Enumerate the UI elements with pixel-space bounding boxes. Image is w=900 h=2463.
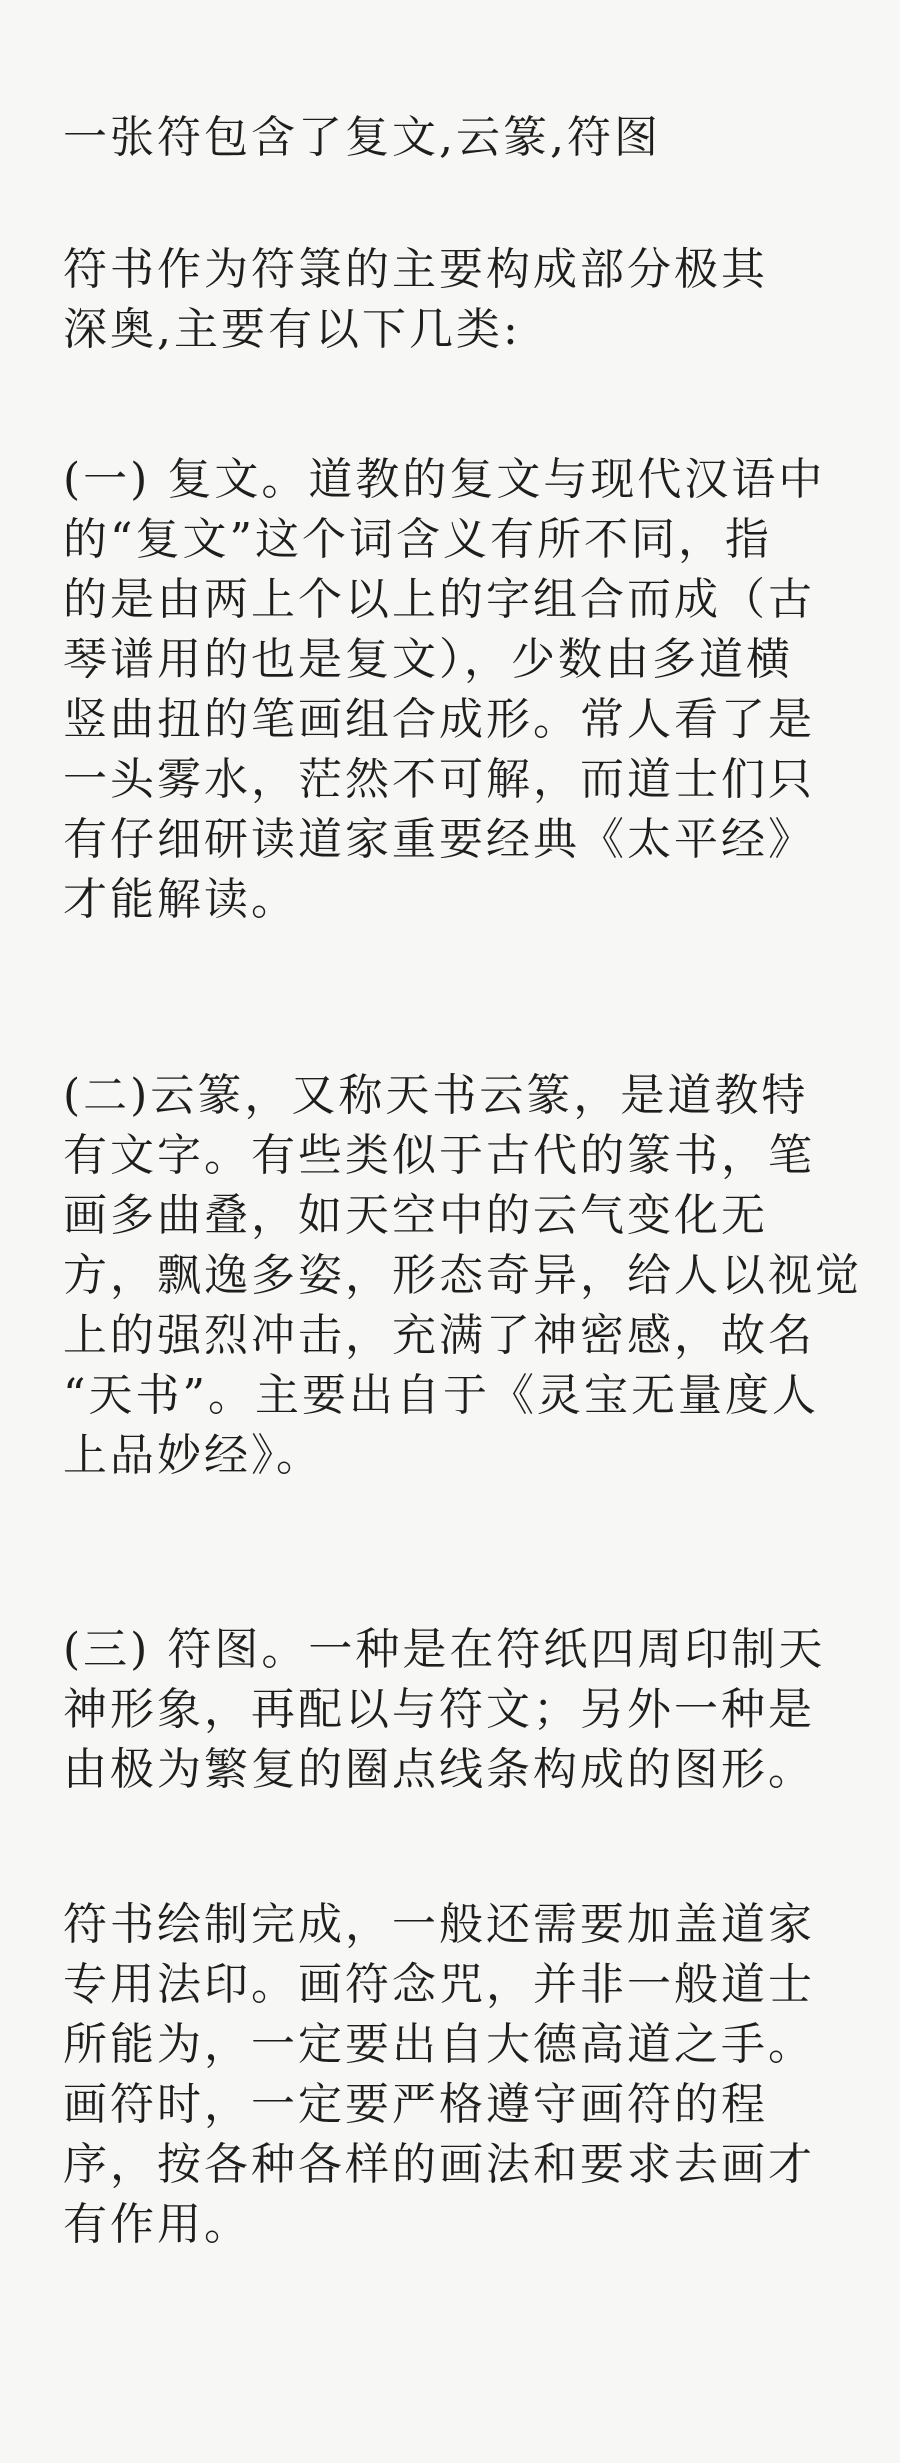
- text-line: 一头雾水，茫然不可解，而道士们只: [63, 754, 815, 805]
- paragraph-overview: [63, 240, 768, 360]
- paragraph-fuwen: [63, 450, 825, 930]
- paragraph-futu: [63, 1620, 825, 1800]
- text-line: 画符时，一定要严格遵守画符的程: [63, 2079, 768, 2130]
- text-line: 有文字。有些类似于古代的篆书，笔: [63, 1130, 815, 1181]
- text-line: 的是由两上个以上的字组合而成（古: [63, 574, 815, 625]
- paragraph-conclusion: [63, 1895, 815, 2255]
- text-line: 有仔细研读道家重要经典《太平经》: [63, 814, 815, 865]
- text-line: 神形象，再配以与符文；另外一种是: [63, 1684, 815, 1735]
- text-line: 才能解读。: [63, 874, 298, 925]
- text-line: 序，按各种各样的画法和要求去画才: [63, 2139, 815, 2190]
- text-line: 画多曲叠，如天空中的云气变化无: [63, 1190, 768, 1241]
- text-line: 符书作为符箓的主要构成部分极其: [63, 244, 768, 295]
- text-line: 深奥,主要有以下几类:: [63, 304, 521, 355]
- paragraph-yunzhuan: [63, 1066, 862, 1486]
- text-line: 方，飘逸多姿，形态奇异，给人以视觉: [63, 1250, 862, 1301]
- text-line: (二)云篆，又称天书云篆，是道教特: [63, 1070, 809, 1121]
- text-line: 上的强烈冲击，充满了神密感，故名: [63, 1310, 815, 1361]
- text-line: 上品妙经》。: [63, 1430, 323, 1481]
- text-line: 一张符包含了复文,云篆,符图: [63, 112, 661, 163]
- text-line: 由极为繁复的圈点线条构成的图形。: [63, 1744, 815, 1795]
- text-line: 专用法印。画符念咒，并非一般道士: [63, 1959, 815, 2010]
- text-line: 符书绘制完成，一般还需要加盖道家: [63, 1899, 815, 1950]
- text-line: 有作用。: [63, 2199, 251, 2250]
- text-line: “天书”。主要出自于《灵宝无量度人: [63, 1370, 819, 1421]
- text-line: 琴谱用的也是复文），少数由多道横: [63, 634, 793, 685]
- text-line: 的“复文”这个词含义有所不同，指: [63, 514, 772, 565]
- text-line: 所能为，一定要出自大德高道之手。: [63, 2019, 815, 2070]
- paragraph-intro: [63, 108, 661, 168]
- text-line: (三) 符图。一种是在符纸四周印制天: [63, 1624, 826, 1675]
- text-line: (一) 复文。道教的复文与现代汉语中: [63, 454, 826, 505]
- text-line: 竖曲扭的笔画组合成形。常人看了是: [63, 694, 815, 745]
